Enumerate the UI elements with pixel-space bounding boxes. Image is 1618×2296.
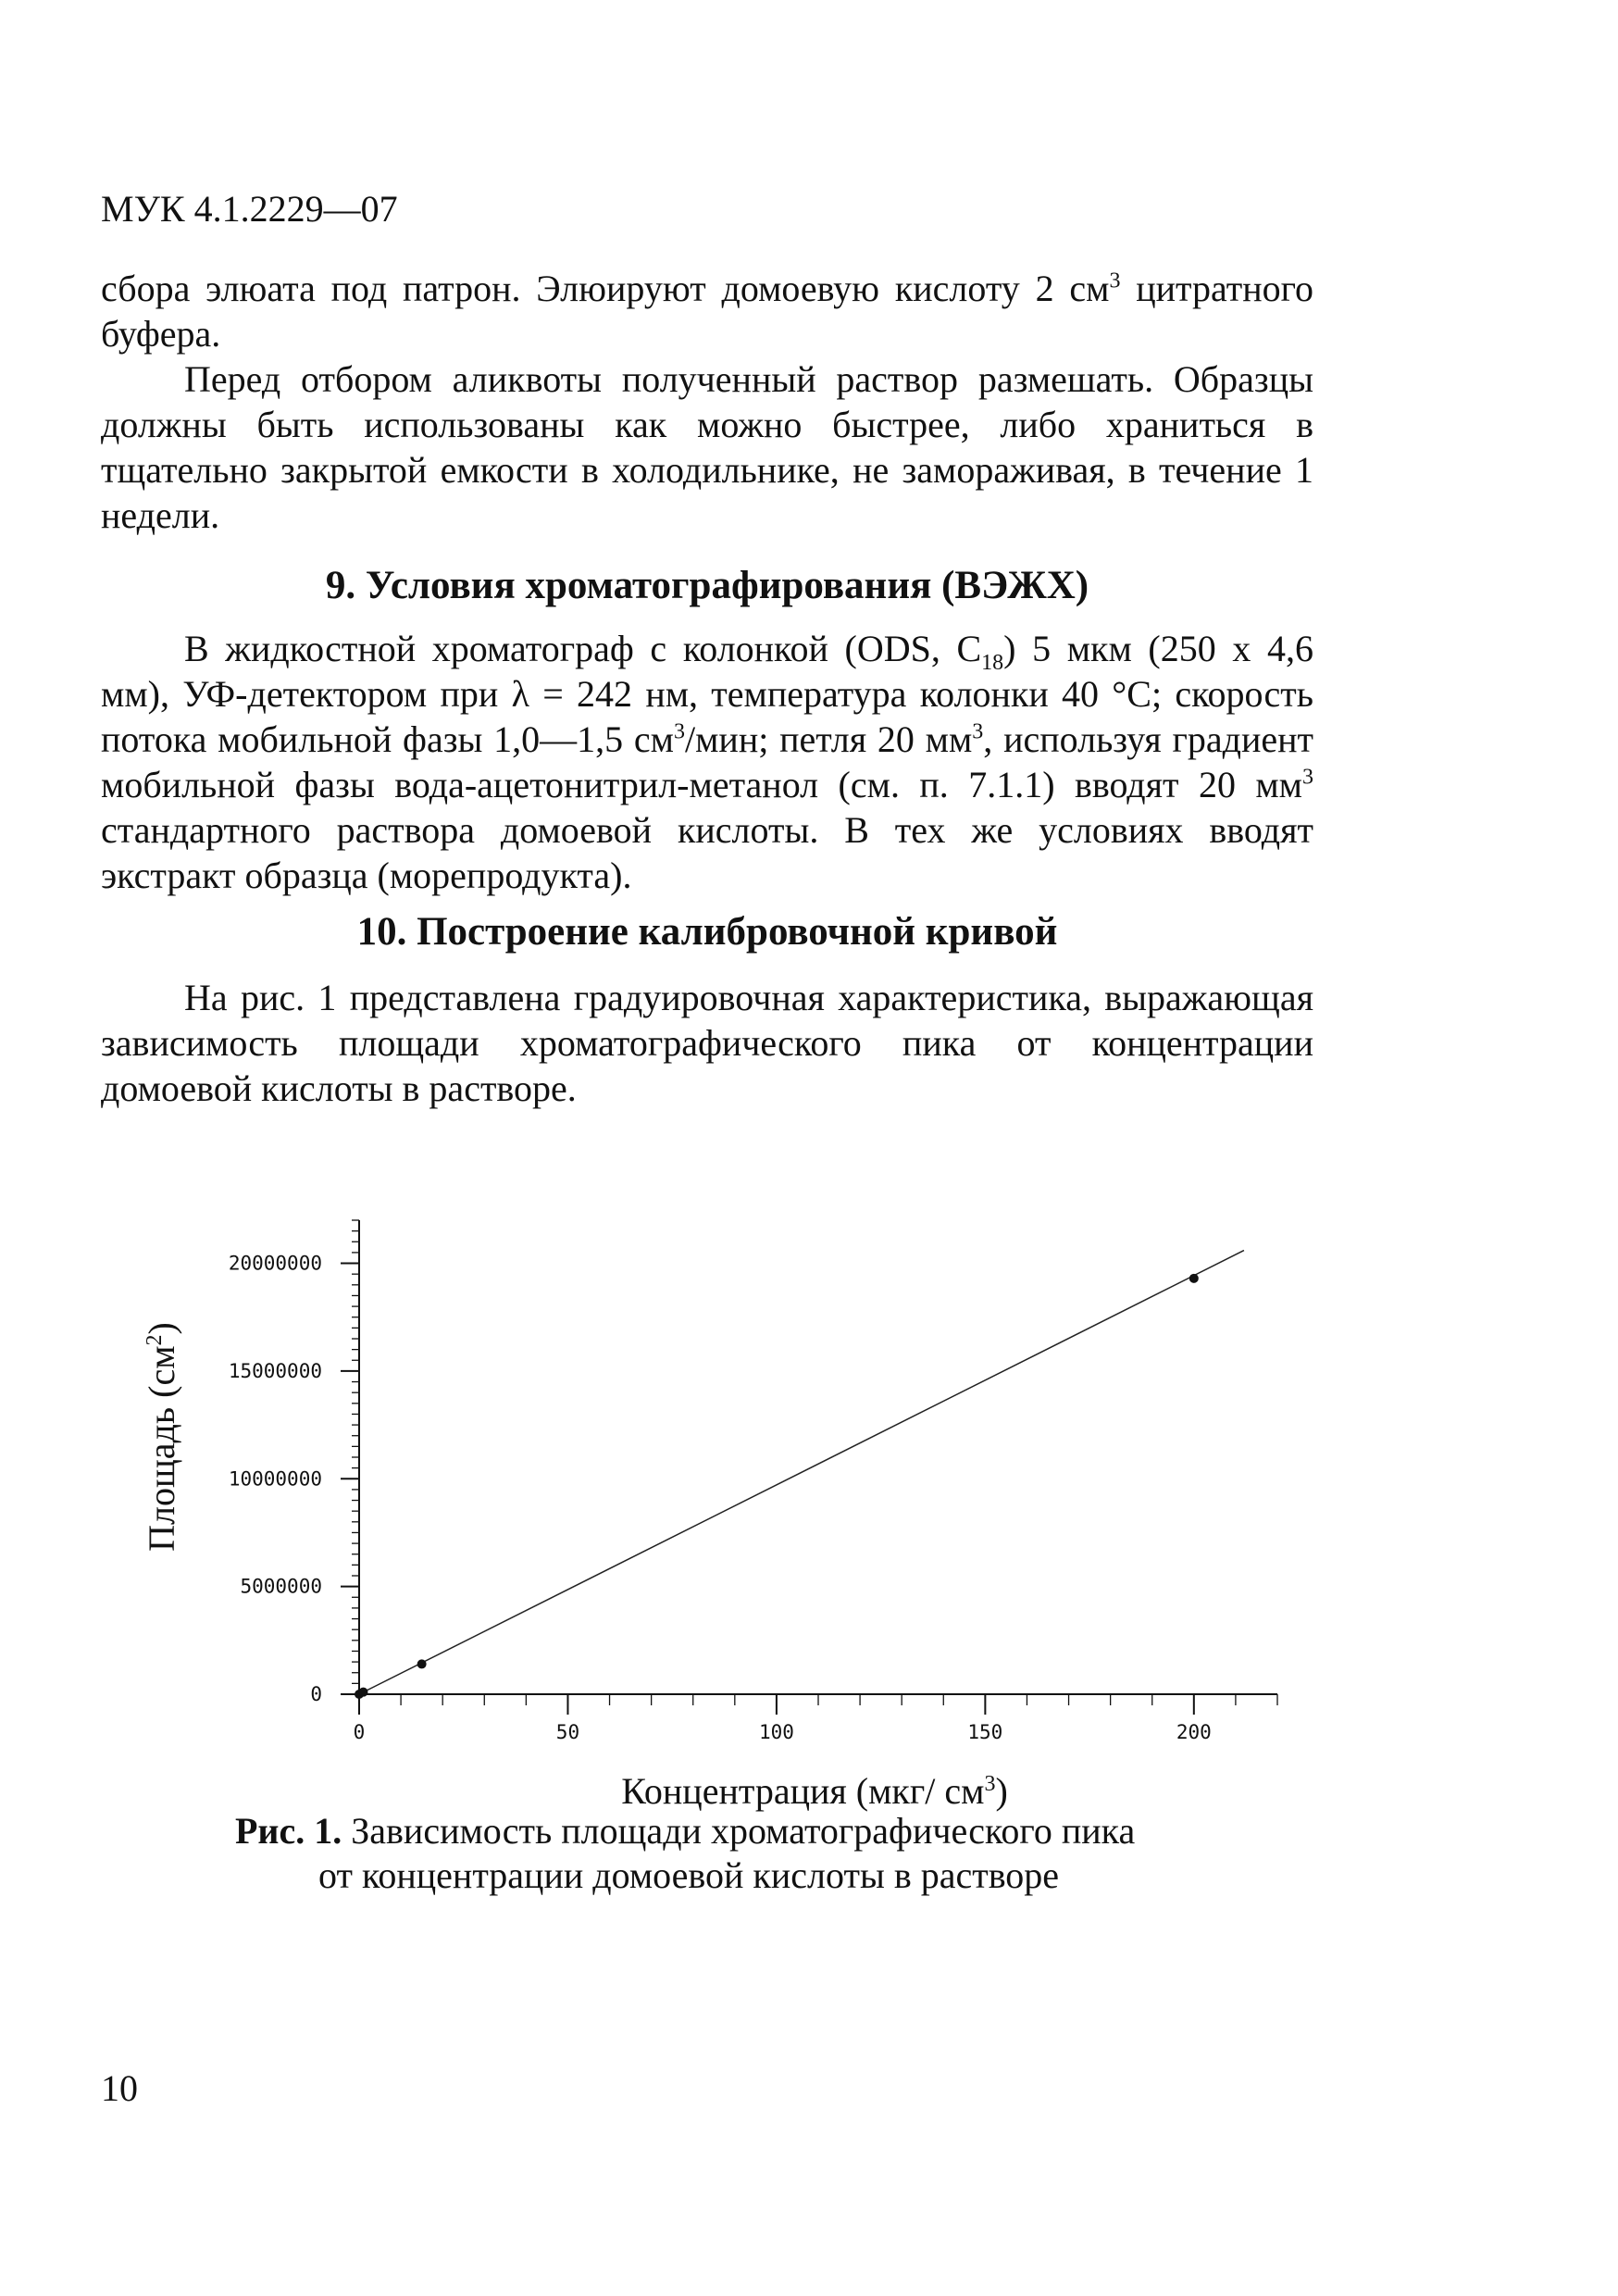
x-tick-label: 0 — [353, 1721, 366, 1743]
page-number: 10 — [101, 2067, 138, 2109]
s9-sup-2: 3 — [972, 719, 984, 744]
s9-text-1: В жидкостной хроматограф с колонкой (ODS, C — [184, 628, 982, 669]
paragraph-sample-storage: Перед отбором аликвоты полученный раствор размешать. Образцы должны быть использованы как можно быстрее, либо храниться в тщательно закрытой емкости в холодильнике, не замораживая, в течение 1 недели. — [101, 358, 1313, 536]
y-tick-label: 0 — [310, 1683, 322, 1705]
x-tick-label: 50 — [555, 1721, 580, 1743]
y-tick-label: 15000000 — [228, 1359, 322, 1382]
y-axis-title: Площадь $(см^2)$ — [141, 1322, 182, 1552]
s9-sup-3: 3 — [1302, 765, 1313, 790]
caption-line-1: Зависимость площади хроматографического пика — [342, 1810, 1136, 1852]
para1-text-end: цитратного буфера. — [101, 268, 1314, 355]
s9-text-5: стандартного раствора домоевой кислоты. В тех же условиях вводят экстракт образца (морепродукта). — [101, 809, 1313, 896]
s9-text-4: , используя градиент мобильной фазы вода-ацетонитрил-метанол (см. п. 7.1.1) вводят 20 мм — [101, 718, 1313, 805]
s9-sup-1: 3 — [674, 719, 685, 744]
caption-label: Рис. 1. — [235, 1810, 342, 1852]
section-10-text: На рис. 1 представлена градуировочная характеристика, выражающая зависимость площади хроматографического пика от концентрации домоевой кислоты в растворе. — [101, 977, 1313, 1109]
x-axis-title: Концентрация (мкг/ $см^3$) — [621, 1770, 1008, 1812]
para1-text: сбора элюата под патрон. Элюируют домоевую кислоту 2 см — [101, 268, 1110, 309]
y-tick-label: 20000000 — [228, 1252, 322, 1275]
y-tick-label: 5000000 — [240, 1575, 322, 1598]
para1-sup: 3 — [1109, 268, 1121, 293]
x-tick-label: 200 — [1176, 1721, 1212, 1743]
regression-line — [359, 1251, 1244, 1694]
data-point — [417, 1659, 427, 1668]
section-10-heading: 10. Построение калибровочной кривой — [356, 910, 1058, 954]
s9-sub: 18 — [981, 651, 1004, 675]
s9-text-2: ) 5 мкм (250 х 4,6 мм), УФ-детектором при λ = 242 нм, температура колонки 40 °С; скорость потока мобильной фазы 1,0—1,5 см — [101, 628, 1314, 760]
document-code-header: МУК 4.1.2229—07 — [101, 188, 398, 230]
data-point — [1189, 1274, 1199, 1283]
x-tick-label: 100 — [758, 1721, 794, 1743]
figure-caption — [101, 1809, 1313, 1898]
s9-text-3: /мин; петля 20 мм — [685, 718, 973, 760]
caption-line-2: от концентрации домоевой кислоты в растворе — [318, 1854, 1060, 1896]
x-tick-label: 150 — [967, 1721, 1003, 1743]
data-point — [359, 1688, 368, 1697]
section-9-heading: 9. Условия хроматографирования (ВЭЖХ) — [325, 564, 1089, 607]
y-tick-label: 10000000 — [228, 1467, 322, 1491]
